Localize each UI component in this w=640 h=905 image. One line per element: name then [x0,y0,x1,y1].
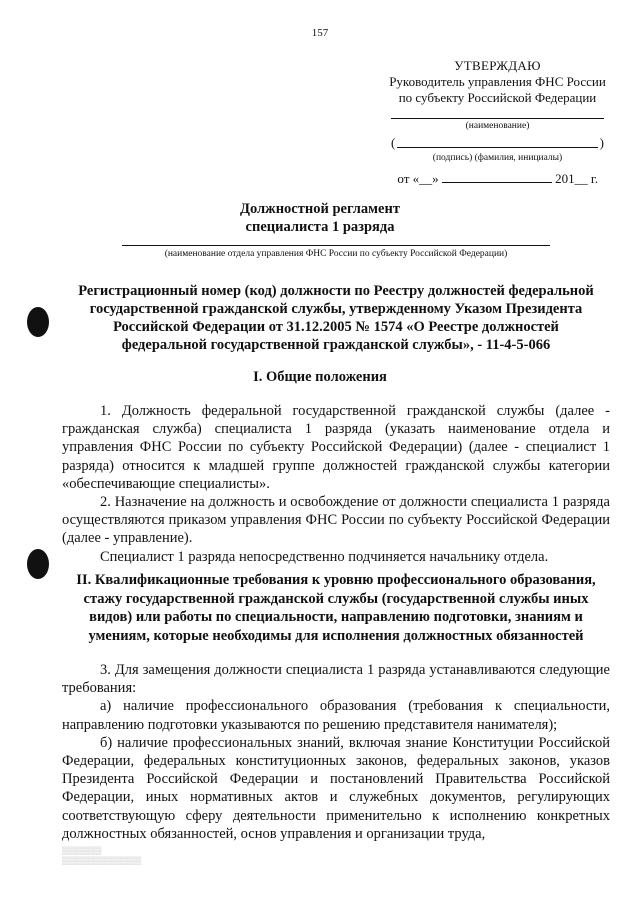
approval-date-row [385,171,610,187]
department-line [122,245,550,246]
title-line2: специалиста 1 разряда [245,219,395,235]
date-month-blank [442,172,552,183]
open-paren: ( [391,135,396,150]
paragraph-1: 1. Должность федеральной государственной гражданской службы (далее - гражданская служба) специалиста 1 разряда (указать наименование отдела и управления ФНС России по субъекту Российской Федерации) (далее - специалист 1 разряда) относится к младшей группе должностей гражданской службы категории «обеспечивающие специалисты». [62,403,610,492]
approval-heading: УТВЕРЖДАЮ [454,58,541,73]
approval-signature-row [391,137,604,151]
signature-line [397,147,597,148]
section2-heading-line2: стажу государственной гражданской службы (государственной службы иных [83,590,589,607]
approval-position-line2: по субъекту Российской Федерации [398,90,597,105]
paragraph-3: 3. Для замещения должности специалиста 1 разряда устанавливаются следующие требования: [62,662,610,697]
title-line1: Должностной регламент [240,201,400,217]
approval-name-line [391,106,604,119]
section1-body [62,402,610,566]
date-prefix: от «__» [397,171,439,186]
hole-punch-mark [27,307,49,337]
section2-heading-line1: II. Квалификационные требования к уровню профессионального образования, [76,572,596,588]
approval-name-caption: (наименование) [465,121,530,131]
close-paren: ) [599,135,604,150]
registration-line4: федеральной государственной гражданской службы», - 11-4-5-066 [121,337,551,353]
registration-line3: Российской Федерации от 31.12.2005 № 1574 «О Реестре должностей [113,319,559,335]
section2-heading-line4: умениям, которые необходимы для исполнения должностных обязанностей [88,627,584,644]
section2-heading-line3: видов) или работы по специальности, направлению подготовки, знаниям и [89,609,583,625]
paragraph-subordination: Специалист 1 разряда непосредственно подчиняется начальнику отдела. [100,548,549,565]
approval-signature-caption: (подпись) (фамилия, инициалы) [432,153,563,163]
document-title [0,200,640,236]
hole-punch-mark [27,549,49,579]
paragraph-3b: б) наличие профессиональных знаний, включая знание Конституции Российской Федерации, федеральных конституционных законов, федеральных законов, указов Президента Российской Федерации и постановлений Правительства Российской Федерации, иных нормативных актов и служебных документов, регулирующих соответствующую сферу деятельности применительно к исполнению конкретных должностных обязанностей, основ управления и организации труда, [62,734,610,842]
section1-heading: I. Общие положения [253,369,387,385]
section2-body [62,661,610,843]
section2-heading [62,571,610,645]
date-year: 201__ г. [555,171,598,186]
department-caption: (наименование отдела управления ФНС России по субъекту Российской Федерации) [164,249,508,259]
approval-block [385,58,610,187]
faint-stamp-mark: ▒▒▒▒▒▒▒ ▒▒▒▒▒▒▒▒▒▒▒▒▒▒ [62,846,142,865]
page-number: 157 [311,27,329,39]
paragraph-2: 2. Назначение на должность и освобождение от должности специалиста 1 разряда осуществляются приказом управления ФНС России по субъекту Российской Федерации (далее - управление). [62,494,610,547]
paragraph-3a: а) наличие профессионального образования (требования к специальности, направлению подготовки указываются по решению представителя нанимателя); [62,698,610,733]
approval-position-line1: Руководитель управления ФНС России [389,74,606,89]
registration-number-block [62,282,610,354]
registration-line1: Регистрационный номер (код) должности по Реестру должностей федеральной [78,283,594,299]
registration-line2: государственной гражданской службы, утвержденному Указом Президента [89,301,583,317]
